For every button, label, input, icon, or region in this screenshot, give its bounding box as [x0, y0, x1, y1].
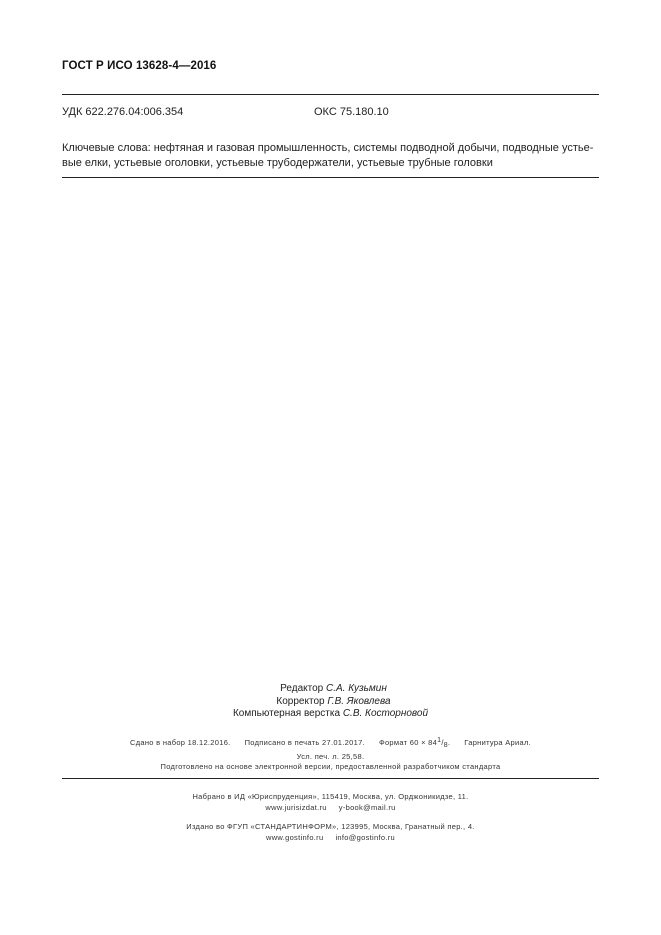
- signed-date: Подписано в печать 27.01.2017.: [244, 738, 365, 747]
- publisher-email-link[interactable]: info@gostinfo.ru: [335, 833, 395, 842]
- typesetter-contacts: [0, 802, 661, 813]
- editor-credit: [0, 683, 661, 696]
- publisher-info: [0, 821, 661, 843]
- prepared-note: Подготовлено на основе электронной версии, предоставленной разработчиком стандарта: [160, 762, 501, 771]
- format: Формат $60 \times 84^1/_8$.: [378, 737, 451, 749]
- corrector-name: Г.В. Яковлева: [327, 695, 391, 707]
- imprint-block: [0, 735, 661, 762]
- publisher-line: Издано во ФГУП «СТАНДАРТИНФОРМ», 123995, Москва, Гранатный пер., 4.: [186, 822, 475, 831]
- layout-credit: [0, 708, 661, 721]
- credits-block: [0, 683, 661, 721]
- keywords-block: [62, 141, 602, 170]
- layout-name: С.В. Косторновой: [342, 708, 429, 719]
- keywords-line-1: Ключевые слова: нефтяная и газовая промышленность, системы подводной добычи, подводные устье-: [62, 142, 594, 154]
- typeface: Гарнитура Ариал.: [464, 738, 532, 747]
- publisher-contacts: [0, 832, 661, 843]
- typesetter-website-link[interactable]: www.jurisizdat.ru: [265, 803, 327, 812]
- oks-code: ОКС 75.180.10: [314, 106, 389, 118]
- typesetter-info: [0, 791, 661, 813]
- corrector-credit: [0, 696, 661, 709]
- corrector-label: Корректор: [276, 695, 325, 707]
- publisher-website-link[interactable]: www.gostinfo.ru: [266, 833, 324, 842]
- divider-top: [62, 94, 599, 95]
- divider-footer: [62, 778, 599, 779]
- keywords-line-2: вые елки, устьевые оголовки, устьевые трубодержатели, устьевые трубные головки: [62, 156, 493, 169]
- imprint-line-2: Усл. печ. л. 25,58.: [296, 752, 365, 761]
- editor-name: С.А. Кузьмин: [325, 683, 387, 694]
- typesetter-email-link[interactable]: y-book@mail.ru: [338, 803, 396, 812]
- udk-code: УДК 622.276.04:006.354: [62, 106, 184, 118]
- typesetter-line: Набрано в ИД «Юриспруденция», 115419, Москва, ул. Орджоникидзе, 11.: [192, 792, 469, 801]
- editor-label: Редактор: [280, 683, 324, 694]
- layout-label: Компьютерная верстка: [232, 708, 341, 719]
- document-code: ГОСТ Р ИСО 13628-4—2016: [62, 60, 217, 72]
- divider-keywords: [62, 177, 599, 178]
- submitted-date: Сдано в набор 18.12.2016.: [129, 738, 231, 747]
- imprint-line-1: [0, 735, 661, 751]
